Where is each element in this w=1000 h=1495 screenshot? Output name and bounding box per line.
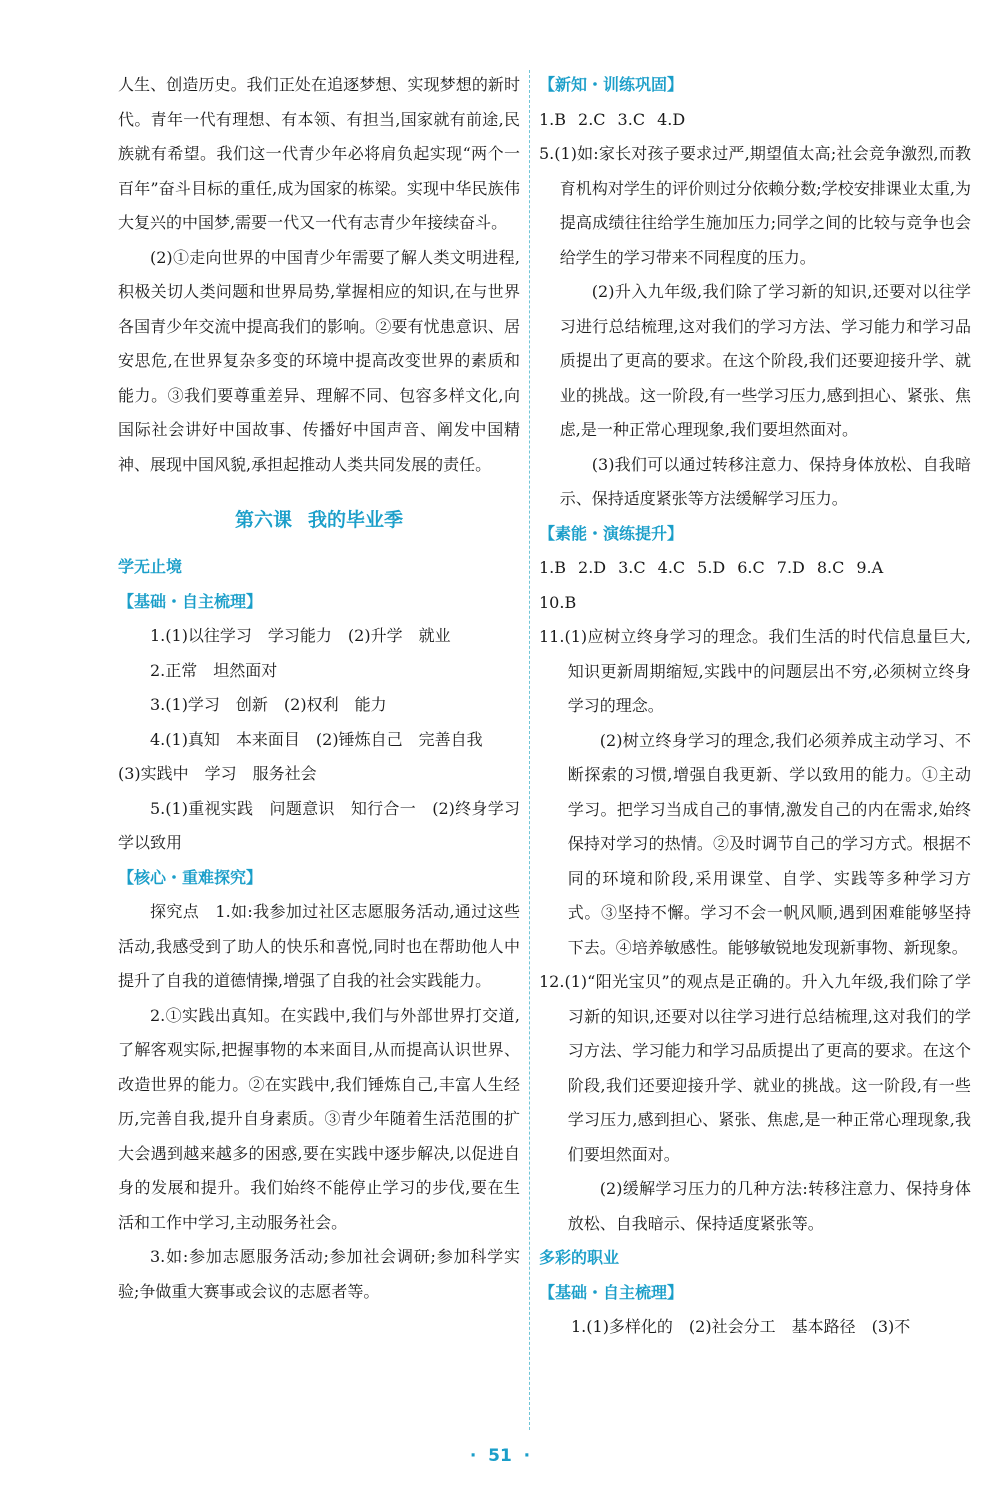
lesson-title: 我的毕业季 (308, 509, 404, 531)
tag-heading: 【新知・训练巩固】 (539, 75, 684, 94)
answer-item: 3.C (617, 109, 646, 129)
tag-heading: 【素能・演练提升】 (539, 523, 684, 543)
page-number: · 51 · (469, 1446, 531, 1466)
paragraph: 3.如:参加志愿服务活动;参加社会调研;参加科学实验;争做重大赛事或会议的志愿者等。 (118, 1247, 520, 1301)
answer-line: 10.B (539, 592, 577, 612)
answer-line: 4.(1)真知 本来面目 (2)锤炼自己 完善自我 (150, 729, 483, 749)
answer-item: 3.C (618, 558, 646, 577)
answer-line: 3.(1)学习 创新 (2)权利 能力 (150, 695, 387, 714)
section-title: 多彩的职业 (539, 1248, 620, 1267)
lesson-number: 第六课 (234, 509, 292, 531)
paragraph: 探究点 1.如:我参加过社区志愿服务活动,通过这些活动,我感受到了助人的快乐和喜悦,同时也在帮助他人中提升了自我的道德情操,增强了自我的社会实践能力。 (118, 902, 520, 990)
paragraph: 人生、创造历史。我们正处在追逐梦想、实现梦想的新时代。青年一代有理想、有本领、有担当,国家就有前途,民族就有希望。我们这一代青少年必将肩负起实现“两个一百年”奋斗目标的重任,成为国家的栋梁。实现中华民族伟大复兴的中国梦,需要一代又一代有志青少年接续奋斗。 (118, 75, 520, 232)
left-column (118, 68, 537, 1309)
right-column (539, 68, 971, 1345)
answer-item: 2.C (578, 109, 606, 129)
answer-line: 5.(1)重视实践 问题意识 知行合一 (2)终身学习 学以致用 (118, 798, 537, 852)
paragraph: (2)升入九年级,我们除了学习新的知识,还要对以往学习进行总结梳理,这对我们的学习方法、学习能力和学习品质提出了更高的要求。在这个阶段,我们还要迎接升学、就业的挑战。这一阶段,有一些学习压力,感到担心、紧张、焦虑,是一种正常心理现象,我们要坦然面对。 (559, 282, 971, 439)
paragraph: 5.(1)如:家长对孩子要求过严,期望值太高;社会竞争激烈,而教育机构对学生的评价则过分依赖分数;学校安排课业太重,为提高成绩往往给学生施加压力;同学之间的比较与竞争也会给学生的学习带来不同程度的压力。 (539, 144, 971, 267)
answer-item: 2.D (578, 558, 607, 577)
lesson-heading (118, 490, 520, 550)
paragraph: (2)①走向世界的中国青少年需要了解人类文明进程,积极关切人类问题和世界局势,掌握相应的知识,在与世界各国青少年交流中提高我们的影响。②要有忧患意识、居安思危,在世界复杂多变的环境中提高改变世界的素质和能力。③我们要尊重差异、理解不同、包容多样文化,向国际社会讲好中国故事、传播好中国声音、阐发中国精神、展现中国风貌,承担起推动人类共同发展的责任。 (118, 247, 520, 474)
answer-item: 1.B (539, 558, 567, 577)
tag-heading: 【核心・重难探究】 (118, 867, 263, 887)
page-number-value: 51 (488, 1446, 512, 1466)
paragraph: (3)我们可以通过转移注意力、保持身体放松、自我暗示、保持适度紧张等方法缓解学习压力。 (559, 454, 971, 508)
answer-item: 8.C (816, 558, 845, 577)
tag-heading: 【基础・自主梳理】 (118, 591, 263, 611)
answer-line: (3)实践中 学习 服务社会 (118, 764, 317, 783)
answer-line: 1.(1)以往学习 学习能力 (2)升学 就业 (150, 626, 451, 645)
answer-row (539, 551, 971, 586)
answer-item: 4.D (657, 109, 686, 129)
paragraph: (2)缓解学习压力的几种方法:转移注意力、保持身体放松、自我暗示、保持适度紧张等。 (567, 1179, 971, 1233)
tag-heading: 【基础・自主梳理】 (539, 1282, 684, 1302)
answer-line: 1.(1)多样化的 (2)社会分工 基本路径 (3)不 (571, 1317, 911, 1336)
answer-item: 5.D (697, 558, 726, 577)
answer-item: 4.C (657, 558, 686, 577)
answer-line: 2.正常 坦然面对 (150, 660, 278, 680)
paragraph: (2)树立终身学习的理念,我们必须养成主动学习、不断探索的习惯,增强自我更新、学以致用的能力。①主动学习。把学习当成自己的事情,激发自己的内在需求,始终保持对学习的热情。②及时调节自己的学习方式。根据不同的环境和阶段,采用课堂、自学、实践等多种学习方式。③坚持不懈。学习不会一帆风顺,遇到困难能够坚持下去。④培养敏感性。能够敏锐地发现新事物、新现象。 (567, 730, 971, 957)
paragraph: 12.(1)“阳光宝贝”的观点是正确的。升入九年级,我们除了学习新的知识,还要对以往学习进行总结梳理,这对我们的学习方法、学习能力和学习品质提出了更高的要求。在这个阶段,我们还要迎接升学、就业的挑战。这一阶段,有一些学习压力,感到担心、紧张、焦虑,是一种正常心理现象,我们要坦然面对。 (539, 972, 971, 1164)
column-divider (529, 70, 530, 1430)
answer-item: 1.B (539, 109, 567, 129)
answer-item: 7.D (776, 558, 805, 577)
answer-row (539, 103, 971, 138)
paragraph: 2.①实践出真知。在实践中,我们与外部世界打交道,了解客观实际,把握事物的本来面目,从而提高认识世界、改造世界的能力。②在实践中,我们锤炼自己,丰富人生经历,完善自我,提升自身素质。③青少年随着生活范围的扩大会遇到越来越多的困惑,要在实践中逐步解决,以促进自身的发展和提升。我们始终不能停止学习的步伐,要在生活和工作中学习,主动服务社会。 (118, 1005, 520, 1232)
section-title: 学无止境 (118, 557, 183, 576)
paragraph: 11.(1)应树立终身学习的理念。我们生活的时代信息量巨大,知识更新周期缩短,实践中的问题层出不穷,必须树立终身学习的理念。 (539, 627, 971, 715)
answer-item: 9.A (856, 558, 884, 577)
answer-item: 6.C (737, 558, 765, 577)
